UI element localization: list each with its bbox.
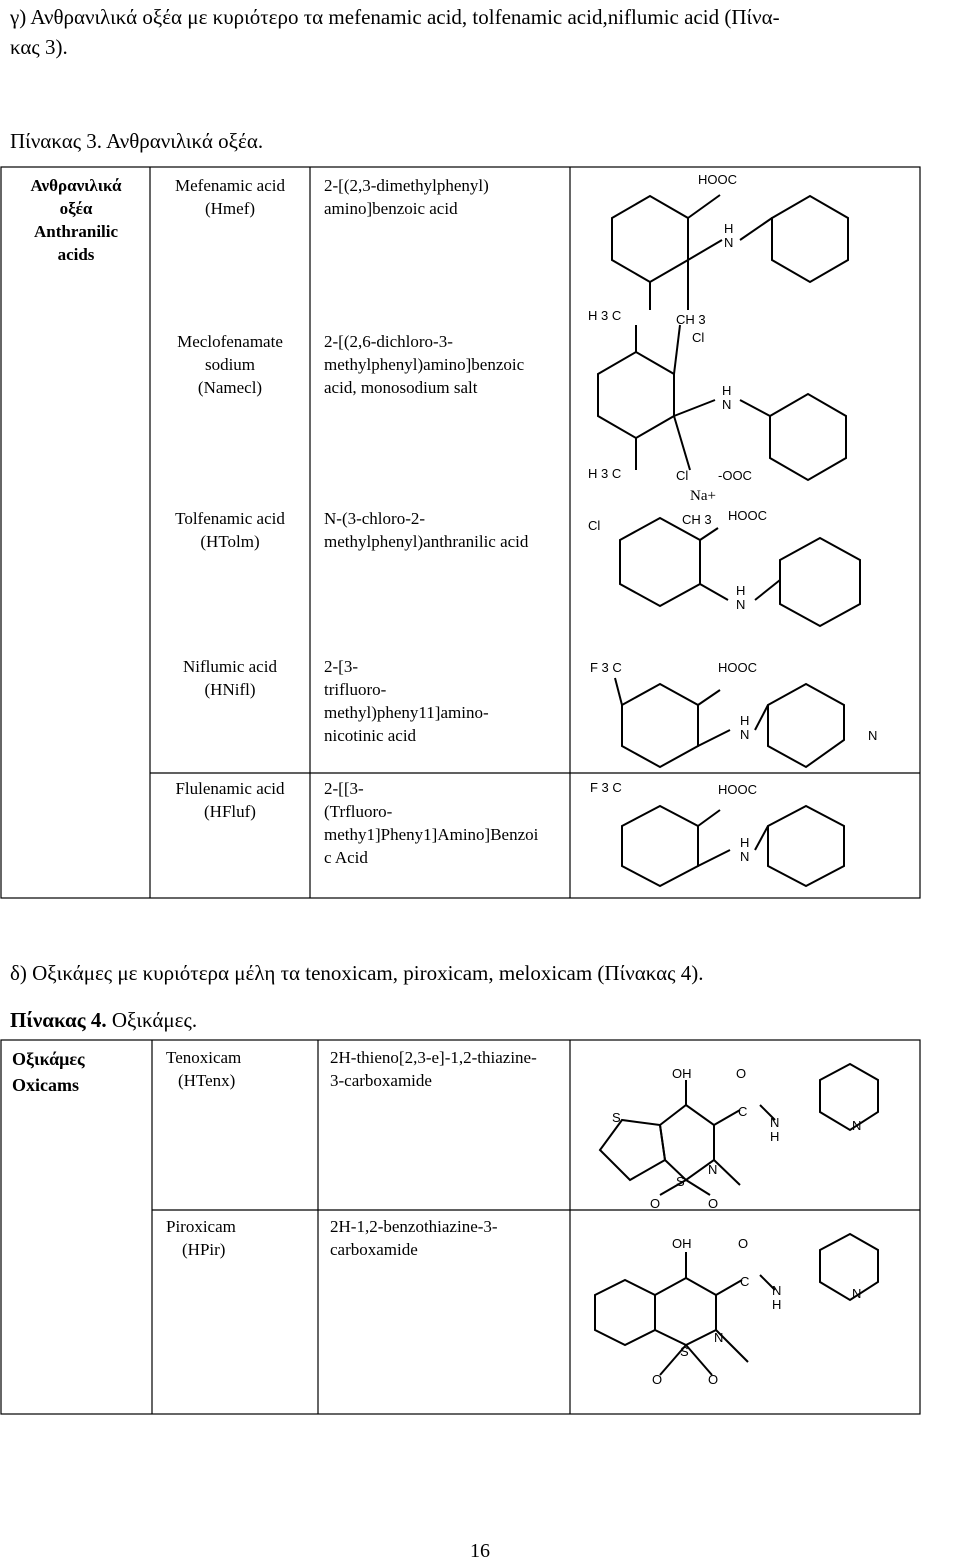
row-piroxicam-name: Piroxicam (HPir)	[166, 1217, 236, 1259]
mef-hooc-label: HOOC	[698, 172, 737, 187]
row-mefenamic-iupac: 2-[(2,3-dimethylphenyl) amino]benzoic acid	[324, 176, 489, 218]
row-flulenamic-iupac: 2-[[3- (Trfluoro- methy1]Pheny1]Amino]Benzoi c Acid	[324, 779, 539, 867]
pir-pyr-n-label: N	[852, 1286, 862, 1301]
tolf-h3c-label: H 3 C	[588, 466, 622, 481]
mecl-cl-label: Cl	[692, 330, 705, 345]
row-piroxicam-iupac: 2H-1,2-benzothiazine-3- carboxamide	[330, 1217, 498, 1259]
row-flulenamic-name: Flulenamic acid (HFluf)	[175, 779, 285, 821]
pir-o-right-label: O	[708, 1372, 719, 1387]
table4-caption: Πίνακας 4. Οξικάμες.	[10, 1008, 198, 1032]
table3-category: Ανθρανιλικά οξέα Anthranilic acids	[30, 176, 122, 264]
mefenamic-structure	[612, 195, 848, 310]
table3-grid	[1, 167, 920, 898]
mef-nh-label: H N	[724, 221, 734, 250]
pir-o-left-label: O	[652, 1372, 663, 1387]
fluf-f3c-label: F 3 C	[590, 780, 622, 795]
tenx-o-right-label: O	[708, 1196, 719, 1211]
tenx-s-ring-label: S	[612, 1110, 621, 1125]
nifl-f3c-label: F 3 C	[590, 660, 622, 675]
paragraph-delta: δ) Οξικάμες με κυριότερα μέλη τα tenoxicam, piroxicam, meloxicam (Πίνακας 4).	[10, 961, 704, 985]
table4-grid	[1, 1040, 920, 1414]
pir-n-label: N	[714, 1330, 724, 1345]
tolf-ooc-label: -OOC	[718, 468, 752, 483]
tolf-na-label: Na+	[690, 488, 716, 504]
nifl-ring-n-label: N	[868, 728, 878, 743]
pir-nh-label: N H	[772, 1283, 782, 1312]
mecl-nh-label: H N	[722, 383, 732, 412]
tenx-pyr-n-label: N	[852, 1118, 862, 1133]
tenx-oh-label: OH	[672, 1066, 692, 1081]
tolf-cl-top-label: Cl	[676, 468, 689, 483]
row-meclofenamate-name: Meclofenamate sodium (Namecl)	[177, 332, 283, 397]
tolf-nh-label: H N	[736, 583, 746, 612]
tenx-o-label: O	[736, 1066, 747, 1081]
page-number: 16	[470, 1540, 490, 1562]
tolf-ch3-label: CH 3	[682, 512, 712, 527]
row-niflumic-iupac: 2-[3- trifluoro- methyl)pheny11]amino- nicotinic acid	[324, 657, 489, 745]
table3-caption: Πίνακας 3. Ανθρανιλικά οξέα.	[10, 129, 264, 153]
tenx-nh-label: N H	[770, 1115, 780, 1144]
fluf-hooc-label: HOOC	[718, 782, 757, 797]
pir-c-label: C	[740, 1274, 750, 1289]
tenx-n-label: N	[708, 1162, 718, 1177]
tolf-hooc-label: HOOC	[728, 508, 767, 523]
mecl-ch3-label: CH 3	[676, 312, 706, 327]
piroxicam-structure	[595, 1234, 878, 1375]
row-mefenamic-name: Mefenamic acid (Hmef)	[175, 176, 285, 218]
tenx-c-label: C	[738, 1104, 748, 1119]
pir-o-label: O	[738, 1236, 749, 1251]
nifl-nh-label: H N	[740, 713, 750, 742]
flulenamic-structure	[622, 806, 844, 886]
pir-oh-label: OH	[672, 1236, 692, 1251]
fluf-nh-label: H N	[740, 835, 750, 864]
pir-s-label: S	[680, 1344, 689, 1359]
row-meclofenamate-iupac: 2-[(2,6-dichloro-3- methylphenyl)amino]benzoic acid, monosodium salt	[324, 332, 525, 397]
tolf-cl-label: Cl	[588, 518, 601, 533]
row-tolfenamic-name: Tolfenamic acid (HTolm)	[175, 509, 285, 551]
tenx-o-left-label: O	[650, 1196, 661, 1211]
row-niflumic-name: Niflumic acid (HNifl)	[183, 657, 277, 699]
mecl-h3c-label: H 3 C	[588, 308, 622, 323]
nifl-hooc-label: HOOC	[718, 660, 757, 675]
table4-category: Οξικάμες Oxicams	[12, 1049, 85, 1095]
row-tenoxicam-name: Tenoxicam (HTenx)	[166, 1048, 242, 1090]
tenoxicam-structure	[600, 1064, 878, 1195]
row-tenoxicam-iupac: 2H-thieno[2,3-e]-1,2-thiazine- 3-carboxamide	[330, 1048, 537, 1090]
paragraph-gamma: γ) Ανθρανιλικά οξέα με κυριότερο τα mefenamic acid, tolfenamic acid,niflumic acid (Πίνα- κας 3).	[10, 5, 780, 59]
tenx-s-label: S	[676, 1174, 685, 1189]
niflumic-structure	[615, 678, 844, 767]
row-tolfenamic-iupac: N-(3-chloro-2- methylphenyl)anthranilic acid	[324, 509, 529, 551]
